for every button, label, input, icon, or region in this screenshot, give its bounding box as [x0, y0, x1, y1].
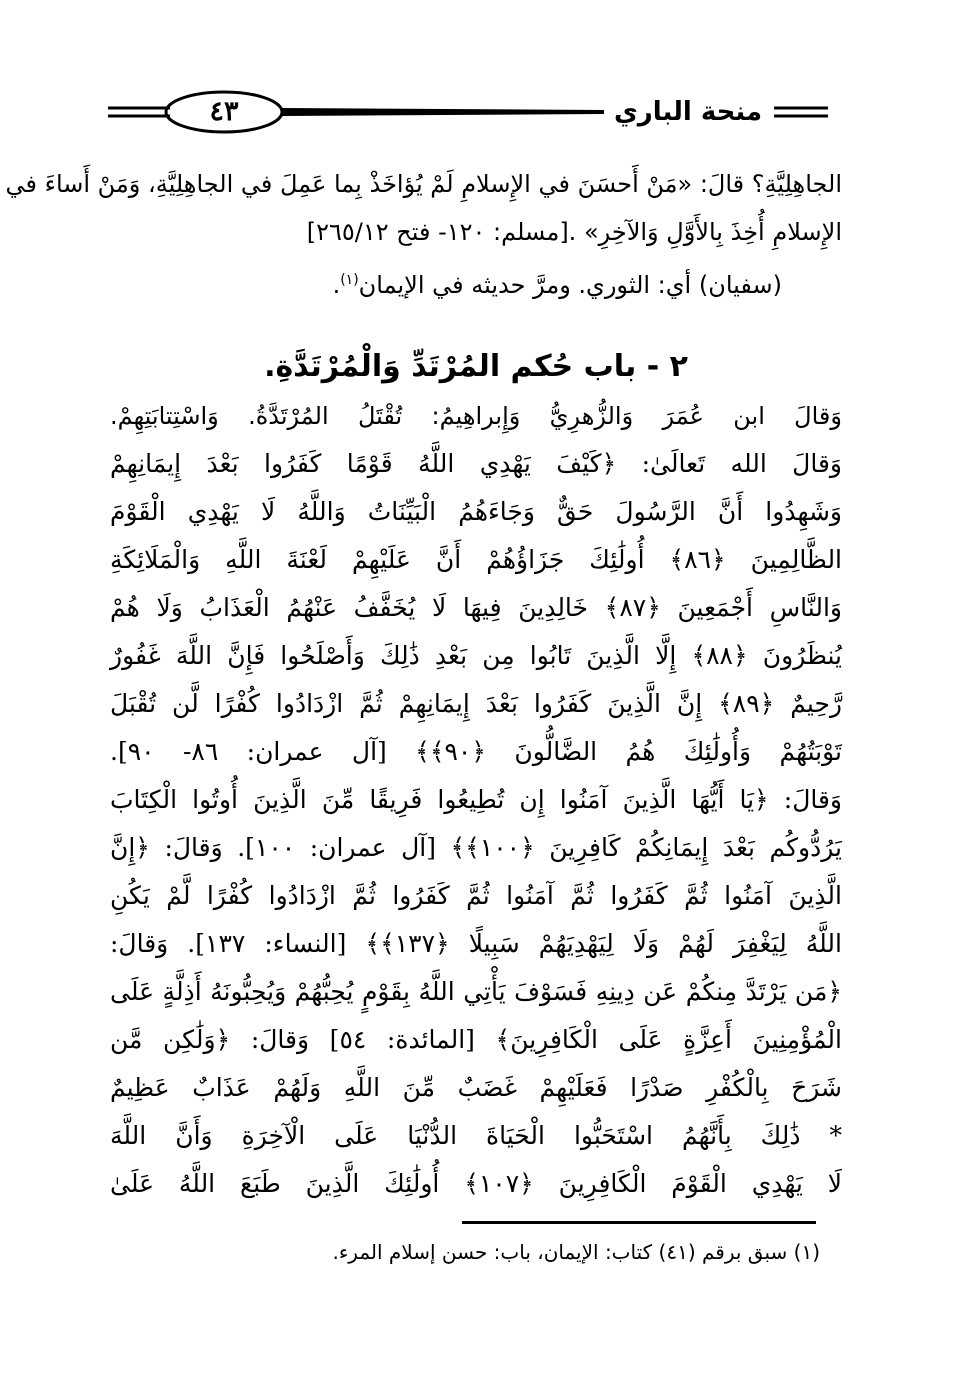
- text-line: وَقالَ الله تَعالَىٰ: ﴿كَيْفَ يَهْدِي اللَّهُ قَوْمًا كَفَرُوا بَعْدَ إِيمَانِهِمْ: [110, 449, 842, 478]
- running-header: [108, 86, 828, 138]
- text-line: الظَّالِمِينَ ﴿٨٦﴾ أُولَٰئِكَ جَزَاؤُهُمْ أَنَّ عَلَيْهِمْ لَعْنَةَ اللَّهِ وَالْمَلَائِكَةِ: [110, 545, 843, 574]
- text-line: لَا يَهْدِي الْقَوْمَ الْكَافِرِينَ ﴿١٠٧﴾ أُولَٰئِكَ الَّذِينَ طَبَعَ اللَّهُ عَلَىٰ: [110, 1169, 842, 1198]
- text-line: وَقالَ: ﴿يَا أَيُّهَا الَّذِينَ آمَنُوا إِن تُطِيعُوا فَرِيقًا مِّنَ الَّذِينَ أُوتُوا الْكِتَابَ: [110, 785, 842, 814]
- page-number: ٤٣: [209, 96, 239, 127]
- text-line: يُنظَرُونَ ﴿٨٨﴾ إِلَّا الَّذِينَ تَابُوا مِن بَعْدِ ذَٰلِكَ وَأَصْلَحُوا فَإِنَّ اللَّهَ غَفُورٌ: [110, 641, 842, 670]
- text-line-content: (سفيان) أي: الثوري. ومرَّ حديثه في الإيمان: [358, 271, 782, 299]
- text-line: تَوْبَتُهُمْ وَأُولَٰئِكَ هُمُ الضَّالُّونَ ﴿٩٠﴾﴾ [آل عمران: ٨٦- ٩٠].: [110, 737, 842, 766]
- text-line: الْمُؤْمِنِينَ أَعِزَّةٍ عَلَى الْكَافِرِينَ﴾ [المائدة: ٥٤] وَقالَ: ﴿وَلَٰكِن مَّن: [110, 1025, 842, 1054]
- text-line: ﴿مَن يَرْتَدَّ مِنكُمْ عَن دِينِهِ فَسَوْفَ يَأْتِي اللَّهُ بِقَوْمٍ يُحِبُّهُمْ وَيُحِبُّونَهُ أَذِلَّةٍ عَلَى: [110, 977, 842, 1006]
- text-line: الإِسلامِ أُخِذَ بِالأَوَّلِ وَالآخِرِ» .[مسلم: ١٢٠- فتح ٢٦٥/١٢]: [306, 218, 842, 246]
- text-line: رَّحِيمٌ ﴿٨٩﴾ إِنَّ الَّذِينَ كَفَرُوا بَعْدَ إِيمَانِهِمْ ثُمَّ ازْدَادُوا كُفْرًا لَّن تُقْبَلَ: [110, 689, 842, 718]
- footnote-separator: [462, 1221, 816, 1224]
- footnote-marker: (١): [340, 272, 359, 288]
- text-line: وَالنَّاسِ أَجْمَعِينَ ﴿٨٧﴾ خَالِدِينَ فِيهَا لَا يُخَفَّفُ عَنْهُمُ الْعَذَابُ وَلَا هُمْ: [110, 593, 842, 622]
- footnote: (١) سبق برقم (٤١) كتاب: الإيمان، باب: حسن إسلام المرء.: [332, 1240, 820, 1264]
- text-line: يَرُدُّوكُم بَعْدَ إِيمَانِكُمْ كَافِرِينَ ﴿١٠٠﴾﴾ [آل عمران: ١٠٠]. وَقالَ: ﴿إِنَّ: [110, 833, 842, 862]
- text-line: [110, 258, 842, 302]
- book-title: منحة الباري: [613, 97, 763, 127]
- text-line: وَقالَ ابن عُمَرَ وَالزُّهرِيُّ وَإِبراهِيمُ: تُقْتَلُ المُرْتَدَّةُ. وَاسْتِتابَتِهِمْ.: [110, 402, 842, 430]
- chapter-heading: ٢ - باب حُكم المُرْتَدِّ وَالْمُرْتَدَّةِ.: [264, 349, 688, 384]
- text-line: اللَّهُ لِيَغْفِرَ لَهُمْ وَلَا لِيَهْدِيَهُمْ سَبِيلًا ﴿١٣٧﴾﴾ [النساء: ١٣٧]. وَقالَ:: [110, 929, 842, 958]
- text-line: شَرَحَ بِالْكُفْرِ صَدْرًا فَعَلَيْهِمْ غَضَبٌ مِّنَ اللَّهِ وَلَهُمْ عَذَابٌ عَظِيمٌ: [110, 1073, 842, 1102]
- text-line: الَّذِينَ آمَنُوا ثُمَّ كَفَرُوا ثُمَّ آمَنُوا ثُمَّ كَفَرُوا ثُمَّ ازْدَادُوا كُفْرًا لَّمْ يَكُنِ: [110, 881, 842, 910]
- text-line: وَشَهِدُوا أَنَّ الرَّسُولَ حَقٌّ وَجَاءَهُمُ الْبَيِّنَاتُ وَاللَّهُ لَا يَهْدِي الْقَوْمَ: [110, 497, 842, 526]
- text-line: الجاهِلِيَّةِ؟ قالَ: «مَنْ أَحسَنَ في الإِسلامِ لَمْ يُؤاخَذْ بِما عَمِلَ في الجاهِلِيَّةِ، وَمَنْ أَساءَ في: [5, 170, 842, 198]
- full-stop: .: [332, 271, 341, 299]
- text-line: * ذَٰلِكَ بِأَنَّهُمُ اسْتَحَبُّوا الْحَيَاةَ الدُّنْيَا عَلَى الْآخِرَةِ وَأَنَّ اللَّهَ: [110, 1121, 842, 1150]
